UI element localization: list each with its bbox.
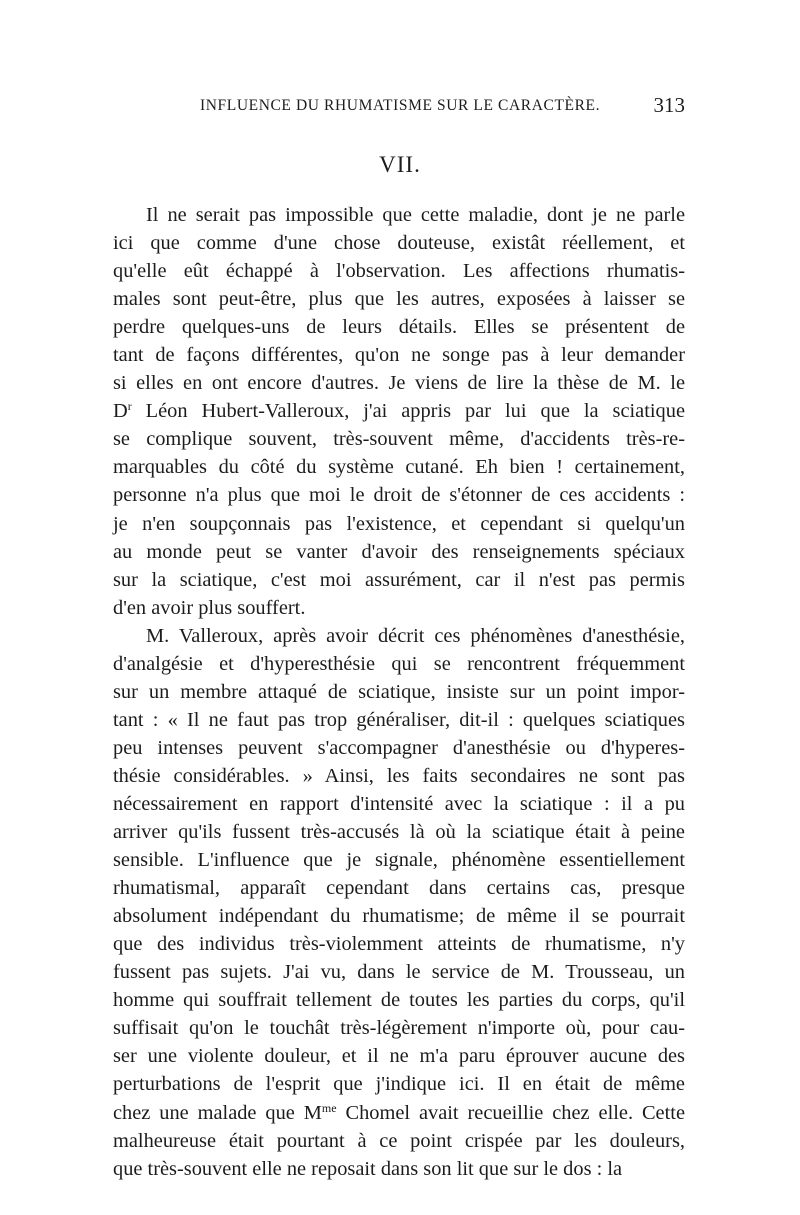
text-line: perdre quelques-uns de leurs détails. Elles se présentent de [113, 316, 685, 339]
text-line: peu intenses peuvent s'accompagner d'anesthésie ou d'hyperes- [113, 736, 685, 759]
superscript: r [127, 399, 132, 414]
text-line: d'en avoir plus souffert. [113, 596, 306, 619]
text-line: nécessairement en rapport d'intensité avec la sciatique : il a pu [113, 792, 685, 815]
text-line: je n'en soupçonnais pas l'existence, et cependant si quelqu'un [113, 512, 685, 535]
text-line: thésie considérables. » Ainsi, les faits secondaires ne sont pas [113, 764, 685, 787]
text-run: Léon Hubert-Valleroux, j'ai appris par lui que la sciatique [131, 400, 685, 423]
running-head-title: INFLUENCE DU RHUMATISME SUR LE CARACTÈRE. [200, 97, 601, 114]
running-head [115, 93, 685, 121]
text-line: M. Valleroux, après avoir décrit ces phénomènes d'anesthésie, [146, 624, 685, 647]
text-line: personne n'a plus que moi le droit de s'étonner de ces accidents : [113, 484, 685, 507]
text-line: arriver qu'ils fussent très-accusés là où la sciatique était à peine [113, 821, 685, 844]
text-line: tant de façons différentes, qu'on ne songe pas à leur demander [113, 344, 685, 367]
text-run: D [113, 400, 128, 423]
text-line: homme qui souffrait tellement de toutes les parties du corps, qu'il [113, 989, 685, 1012]
superscript: me [321, 1100, 337, 1115]
text-line: rhumatismal, apparaît cependant dans certains cas, presque [113, 877, 685, 900]
paragraph [113, 201, 685, 622]
text-line: se complique souvent, très-souvent même, d'accidents très-re- [113, 428, 685, 451]
text-line: males sont peut-être, plus que les autres, exposées à laisser se [113, 288, 685, 311]
section-heading: VII. [379, 152, 421, 177]
text-line: que très-souvent elle ne reposait dans son lit que sur le dos : la [113, 1157, 623, 1180]
paragraph [113, 622, 685, 1183]
text-line: absolument indépendant du rhumatisme; de même il se pourrait [113, 905, 685, 928]
text-run: chez une malade que M [113, 1101, 322, 1124]
text-line: malheureuse était pourtant à ce point crispée par les douleurs, [113, 1129, 685, 1152]
text-line: que des individus très-violemment atteints de rhumatisme, n'y [113, 933, 685, 956]
text-line: qu'elle eût échappé à l'observation. Les affections rhumatis- [113, 260, 685, 283]
text-line: ser une violente douleur, et il ne m'a paru éprouver aucune des [113, 1045, 685, 1068]
text-run: Chomel avait recueillie chez elle. Cette [336, 1101, 685, 1124]
text-line: suffisait qu'on le touchât très-légèrement n'importe où, pour cau- [113, 1017, 685, 1040]
text-line: ici que comme d'une chose douteuse, existât réellement, et [113, 232, 685, 255]
text-line: sur la sciatique, c'est moi assurément, car il n'est pas permis [113, 568, 685, 591]
text-line: d'analgésie et d'hyperesthésie qui se rencontrent fréquemment [113, 652, 685, 675]
text-line: au monde peut se vanter d'avoir des renseignements spéciaux [113, 540, 685, 563]
text-line: Il ne serait pas impossible que cette maladie, dont je ne parle [146, 204, 685, 226]
text-line [113, 1099, 685, 1127]
body-text [113, 201, 685, 1183]
text-line: sensible. L'influence que je signale, phénomène essentiellement [113, 849, 685, 872]
text-line: si elles en ont encore d'autres. Je viens de lire la thèse de M. le [113, 372, 685, 395]
text-line: sur un membre attaqué de sciatique, insiste sur un point impor- [113, 680, 685, 703]
text-line [113, 397, 685, 425]
page-number: 313 [653, 93, 685, 117]
text-line: tant : « Il ne faut pas trop généraliser, dit-il : quelques sciatiques [113, 708, 685, 731]
text-line: perturbations de l'esprit que j'indique ici. Il en était de même [113, 1073, 685, 1096]
text-line: fussent pas sujets. J'ai vu, dans le service de M. Trousseau, un [113, 961, 685, 984]
text-line: marquables du côté du système cutané. Eh bien ! certainement, [113, 456, 685, 479]
